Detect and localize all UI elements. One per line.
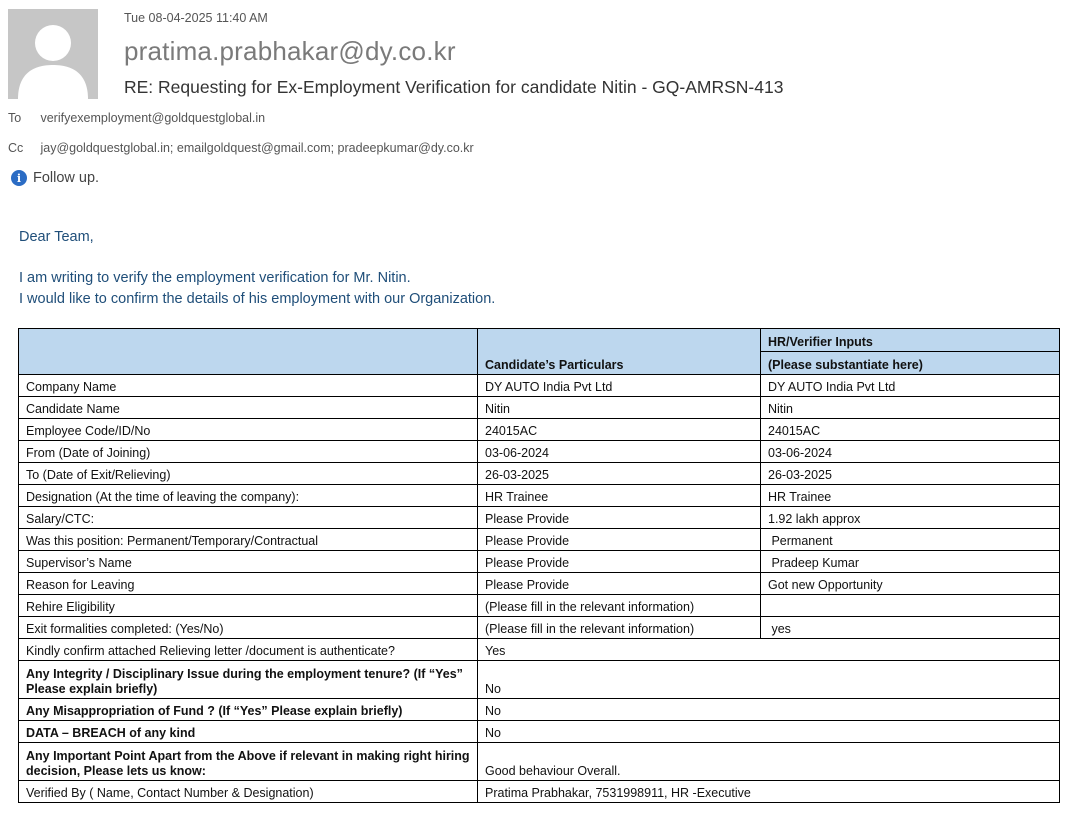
table-row	[19, 661, 1060, 699]
to-recipients[interactable]: verifyexemployment@goldquestglobal.in	[40, 111, 266, 125]
greeting: Dear Team,	[19, 229, 94, 245]
header-substantiate: (Please substantiate here)	[761, 352, 1060, 375]
verifier-value	[761, 595, 1060, 617]
header-blank-cell	[19, 329, 478, 375]
table-header-row	[19, 329, 1060, 352]
candidate-value: DY AUTO India Pvt Ltd	[478, 375, 761, 397]
candidate-value: Nitin	[478, 397, 761, 419]
row-label: Salary/CTC:	[19, 507, 478, 529]
row-label: To (Date of Exit/Relieving)	[19, 463, 478, 485]
candidate-value: HR Trainee	[478, 485, 761, 507]
candidate-value: Please Provide	[478, 507, 761, 529]
merged-value: No	[478, 699, 1060, 721]
verifier-value: Nitin	[761, 397, 1060, 419]
table-row	[19, 639, 1060, 661]
row-label: Kindly confirm attached Relieving letter /document is authenticate?	[19, 639, 478, 661]
verifier-value: DY AUTO India Pvt Ltd	[761, 375, 1060, 397]
candidate-value: (Please fill in the relevant information)	[478, 617, 761, 639]
table-row	[19, 721, 1060, 743]
verifier-value: 24015AC	[761, 419, 1060, 441]
row-label: Exit formalities completed: (Yes/No)	[19, 617, 478, 639]
row-label: Any Misappropriation of Fund ? (If “Yes” Please explain briefly)	[19, 699, 478, 721]
merged-value: Good behaviour Overall.	[478, 743, 1060, 781]
merged-value: Yes	[478, 639, 1060, 661]
table-row	[19, 781, 1060, 803]
sender-address[interactable]: pratima.prabhakar@dy.co.kr	[124, 36, 456, 66]
candidate-value: Please Provide	[478, 551, 761, 573]
email-datetime: Tue 08-04-2025 11:40 AM	[124, 11, 268, 25]
row-label: Reason for Leaving	[19, 573, 478, 595]
info-icon: i	[11, 170, 27, 186]
verifier-value: Got new Opportunity	[761, 573, 1060, 595]
candidate-value: (Please fill in the relevant information)	[478, 595, 761, 617]
table-row	[19, 397, 1060, 419]
to-label: To	[8, 111, 22, 125]
table-row	[19, 743, 1060, 781]
verifier-value: 26-03-2025	[761, 463, 1060, 485]
row-label: Any Important Point Apart from the Above if relevant in making right hiring decision, Please lets us know:	[19, 743, 478, 781]
row-label: Supervisor’s Name	[19, 551, 478, 573]
row-label: Candidate Name	[19, 397, 478, 419]
row-label: Was this position: Permanent/Temporary/Contractual	[19, 529, 478, 551]
row-label: Rehire Eligibility	[19, 595, 478, 617]
header-candidate-particulars: Candidate’s Particulars	[478, 329, 761, 375]
table-row	[19, 441, 1060, 463]
cc-recipients[interactable]: jay@goldquestglobal.in; emailgoldquest@gmail.com; pradeepkumar@dy.co.kr	[40, 141, 474, 155]
cc-label: Cc	[8, 141, 24, 155]
row-label: DATA – BREACH of any kind	[19, 721, 478, 743]
verifier-value: Permanent	[761, 529, 1060, 551]
row-label: Any Integrity / Disciplinary Issue during the employment tenure? (If “Yes” Please explain briefly)	[19, 661, 478, 699]
table-row	[19, 551, 1060, 573]
follow-up-flag	[11, 170, 99, 186]
table-row	[19, 507, 1060, 529]
table-row	[19, 485, 1060, 507]
row-label: Company Name	[19, 375, 478, 397]
row-label: From (Date of Joining)	[19, 441, 478, 463]
verifier-value: yes	[761, 617, 1060, 639]
email-subject: RE: Requesting for Ex-Employment Verification for candidate Nitin - GQ-AMRSN-413	[124, 77, 784, 97]
sender-avatar	[8, 9, 98, 99]
candidate-value: Please Provide	[478, 529, 761, 551]
body-paragraph-2: I would like to confirm the details of his employment with our Organization.	[19, 291, 496, 307]
verifier-value: HR Trainee	[761, 485, 1060, 507]
table-row	[19, 699, 1060, 721]
merged-value: Pratima Prabhakar, 7531998911, HR -Executive	[478, 781, 1060, 803]
table-row	[19, 463, 1060, 485]
cc-row	[8, 141, 474, 155]
candidate-value: 24015AC	[478, 419, 761, 441]
verifier-value: 1.92 lakh approx	[761, 507, 1060, 529]
table-row	[19, 595, 1060, 617]
table-row	[19, 419, 1060, 441]
merged-value: No	[478, 661, 1060, 699]
verification-table	[18, 328, 1060, 803]
candidate-value: 26-03-2025	[478, 463, 761, 485]
follow-up-text: Follow up.	[33, 170, 100, 186]
row-label: Designation (At the time of leaving the company):	[19, 485, 478, 507]
merged-value: No	[478, 721, 1060, 743]
user-avatar-icon	[8, 9, 98, 99]
to-row	[8, 111, 265, 125]
row-label: Verified By ( Name, Contact Number & Designation)	[19, 781, 478, 803]
table-row	[19, 529, 1060, 551]
candidate-value: Please Provide	[478, 573, 761, 595]
verifier-value: 03-06-2024	[761, 441, 1060, 463]
table-row	[19, 573, 1060, 595]
candidate-value: 03-06-2024	[478, 441, 761, 463]
body-paragraph-1: I am writing to verify the employment verification for Mr. Nitin.	[19, 270, 411, 286]
row-label: Employee Code/ID/No	[19, 419, 478, 441]
verifier-value: Pradeep Kumar	[761, 551, 1060, 573]
table-row	[19, 617, 1060, 639]
header-verifier-inputs: HR/Verifier Inputs	[761, 329, 1060, 352]
table-row	[19, 375, 1060, 397]
